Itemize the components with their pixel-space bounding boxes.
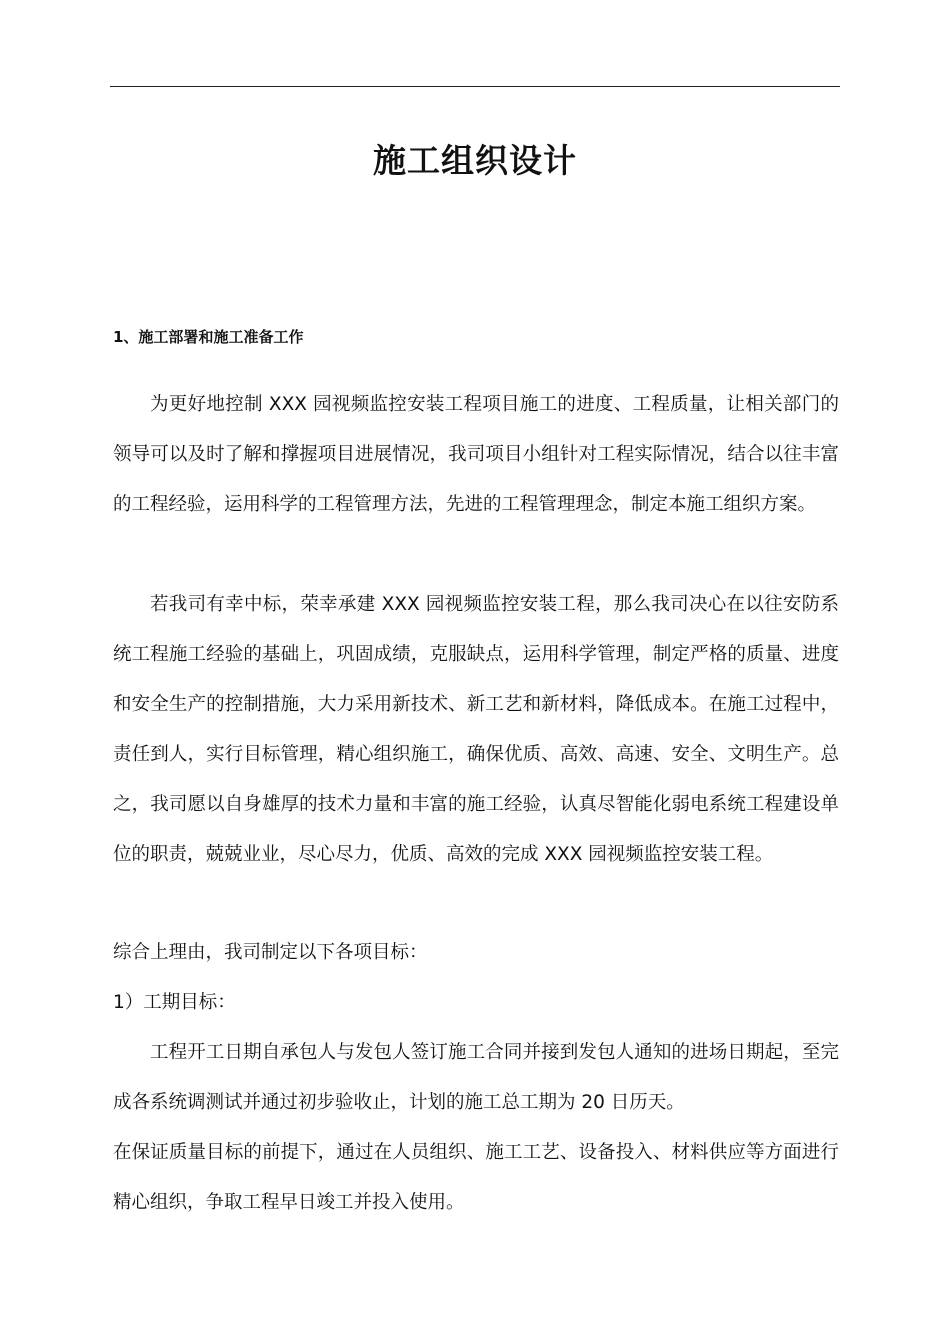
section-heading: 1、施工部署和施工准备工作 xyxy=(113,328,304,346)
paragraph-goals-intro: 综合上理由，我司制定以下各项目标： xyxy=(113,942,428,963)
paragraph-intro: 为更好地控制 XXX 园视频监控安装工程项目施工的进度、工程质量，让相关部门的领导可以及时了解和撑握项目进展情况，我司项目小组针对工程实际情况，结合以往丰富的工程经验，运用科学的工程管理方法，先进的工程管理理念，制定本施工组织方案。 xyxy=(113,394,839,515)
paragraph-commitment: 若我司有幸中标，荣幸承建 XXX 园视频监控安装工程，那么我司决心在以往安防系统工程施工经验的基础上，巩固成绩，克服缺点，运用科学管理，制定严格的质量、进度和安全生产的控制措施，大力采用新技术、新工艺和新材料，降低成本。在施工过程中，责任到人，实行目标管理，精心组织施工，确保优质、高效、高速、安全、文明生产。总之，我司愿以自身雄厚的技术力量和丰富的施工经验，认真尽智能化弱电系统工程建设单位的职责，兢兢业业，尽心尽力，优质、高效的完成 XXX 园视频监控安装工程。 xyxy=(113,594,839,865)
header-rule xyxy=(110,86,840,87)
paragraph-schedule-detail: 工程开工日期自承包人与发包人签订施工合同并接到发包人通知的进场日期起，至完成各系统调测试并通过初步验收止，计划的施工总工期为 20 日历天。 xyxy=(113,1042,839,1113)
paragraph-schedule-heading: 1）工期目标： xyxy=(113,992,236,1013)
document-title: 施工组织设计 xyxy=(373,141,577,180)
paragraph-quality: 在保证质量目标的前提下，通过在人员组织、施工工艺、设备投入、材料供应等方面进行精心组织，争取工程早日竣工并投入使用。 xyxy=(113,1142,839,1213)
